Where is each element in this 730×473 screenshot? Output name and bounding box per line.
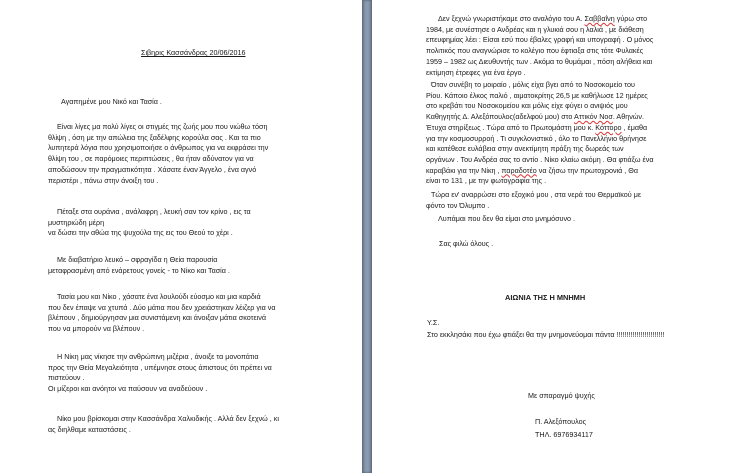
postscript-text: Στο εκκλησάκι που έχω φτιάξει θα την μνημονεύομαι πάντα !!!!!!!!!!!!!!!!!!!!!!!! (427, 330, 665, 339)
spellcheck-word: παραδοτέο (501, 165, 537, 175)
greeting-close: Σας φιλώ όλους . (439, 239, 494, 248)
phone-number: ΤΗΛ. 6976934117 (535, 430, 593, 439)
postscript-label: Υ.Σ. (427, 318, 440, 327)
spellcheck-word: Κόττορο (595, 122, 622, 132)
paragraph-3: Με διαβατήριο λευκό – σφραγίδα η Θεία παρουσία μεταφρασμένη από ενάρετους γονείς - το Νίκο και Τασία . (48, 255, 230, 275)
document-page-left (0, 0, 362, 473)
signoff: Με σπαραγμό ψυχής (528, 391, 595, 400)
signature-name: Π. Αλεξόπουλος (535, 417, 587, 426)
document-page-right (372, 0, 730, 473)
paragraph-r1: Δεν ξεχνώ γνωριστήκαμε στο αναλόγιο του Α. Σαββαΐνη γύρω στο 1984, με συνέστησε ο Ανδρέας και η γλυκιά σου η λαλιά , με διάθεση επευφημίας λέει : Είσαι εσύ που έβαλες γραφή και υπογραφή . Ο μόνος πολιτικός που αναγνώρισε το κολέγιο που έφτιαξα στις τότε Φυλακές 1959 – 1982 ως Διευθυντής των . Ακόμα το θυμάμαι , πόση αλήθεια και εκτίμηση έτρεφες για ένα έργο . (426, 14, 654, 77)
paragraph-6: Νίκο μου βρίσκομαι στην Κασσάνδρα Χαλκιδικής . Αλλά δεν ξεχνώ , κι ας διηλθαμε καταστάσεις . (48, 414, 279, 434)
paragraph-r2: Όταν συνέβη το μοιραίο , μόλις είχα βγει από το Νοσοκομείο του Ρίου. Κάποιο έλκος παλιό , αιματοκρίτης 26,5 με καθήλωσε 12 ημέρες στο κρεβάτι του Νοσοκομείου και μόλις είχε φύγει ο ανιψιός μου Καθηγητής Δ. Αλεξόπουλος(αδελφού μου) στο Αττικόν Νοσ. Αθηνών. Έτυχα στηρίξεως . Τώρα από το Πρωτομάστη μου κ. Κόττορο , έμαθα για την κοσμοσυρροή . Τι συγκλονιστικό , όλο το Πανελλήνιο θρήνησε και κατέθεσε ευλάβεια στην ανεκτίμητη πράξη της δωρεάς των οργάνων . Του Ανδρέα σας το αντίο . Νίκο κλαίω ακόμη . Θα φτιάξω ένα καραβάκι για την Νίκη , παραδοτέο να ζήσω την πρωτοχρονιά , Θα είναι το 131 , με την φωτογραφία της . (426, 80, 654, 186)
paragraph-2: Πέταξε στα ουράνια , ανάλαφρη , λευκή σαν τον κρίνο , εις τα μυστηριώδη μέρη να δώσει την αθώα της ψυχούλα της εις του Θεού το χέρι . (48, 207, 251, 238)
paragraph-1: Είναι λίγες μα πολύ λίγες οι στιγμές της ζωής μου που νιώθω τόση θλίψη , όση με την απώλεια της ξαδέλφης κορούλα σας . Και τα πιο λυπητερά λόγια που χρησιμοποιήσε ο άνθρωπος για να εκφράσει την θλίψη του , σε παρόμοιες περιπτώσεις , θα ήταν αδύνατον για να αποδώσουν την πραγματικότητα . Χάσατε έναν Άγγελο , ένα αγνό περιστέρι , πάνω στην άνοιξη του . (48, 122, 269, 185)
paragraph-4: Τασία μου και Νίκο , χάσατε ένα λουλούδι εύοσμο και μια καρδιά που δεν έπαψε να χτυπά . Δύο μάτια που δεν χρειάστηκαν λέιζερ για να βλέπουν , δημιούργησαν μια συνιστάμενη και άνοιξαν μάτια σκοτεινά που να μπορούν να βλέπουν . (48, 292, 276, 334)
paragraph-r3: Τώρα εν' αναρρώσει στο εξοχικό μου , στα νερά του Θερμαϊκού με φόντο τον Όλυμπο . (426, 190, 642, 210)
greeting: Αγαπημένε μου Νικό και Τασία . (61, 97, 162, 106)
page-separator (362, 0, 372, 473)
spellcheck-word: Σαββαΐνη (584, 14, 615, 23)
eternal-memory-heading: ΑΙΩΝΙΑ ΤΗΣ Η ΜΝΗΜΗ (505, 293, 586, 302)
paragraph-r4: Λυπάμαι που δεν θα είμαι στο μνημόσυνο . (438, 214, 576, 223)
letter-header: Σιβηρις Κασσάνδρας 20/06/2016 (141, 48, 246, 57)
paragraph-5: Η Νίκη μας νίκησε την ανθρώπινη μιζέρια , άνοιξε τα μονοπάτια προς την Θεία Μεγαλειότητα , υπέμνησε στους άπιστους ότι πρέπει να πιστεύουν . Οι μίζεροι και ανόητοι να παύσουν να αναδεύουν . (48, 352, 272, 394)
spellcheck-word: Αττικόν Νοσ (574, 112, 613, 122)
